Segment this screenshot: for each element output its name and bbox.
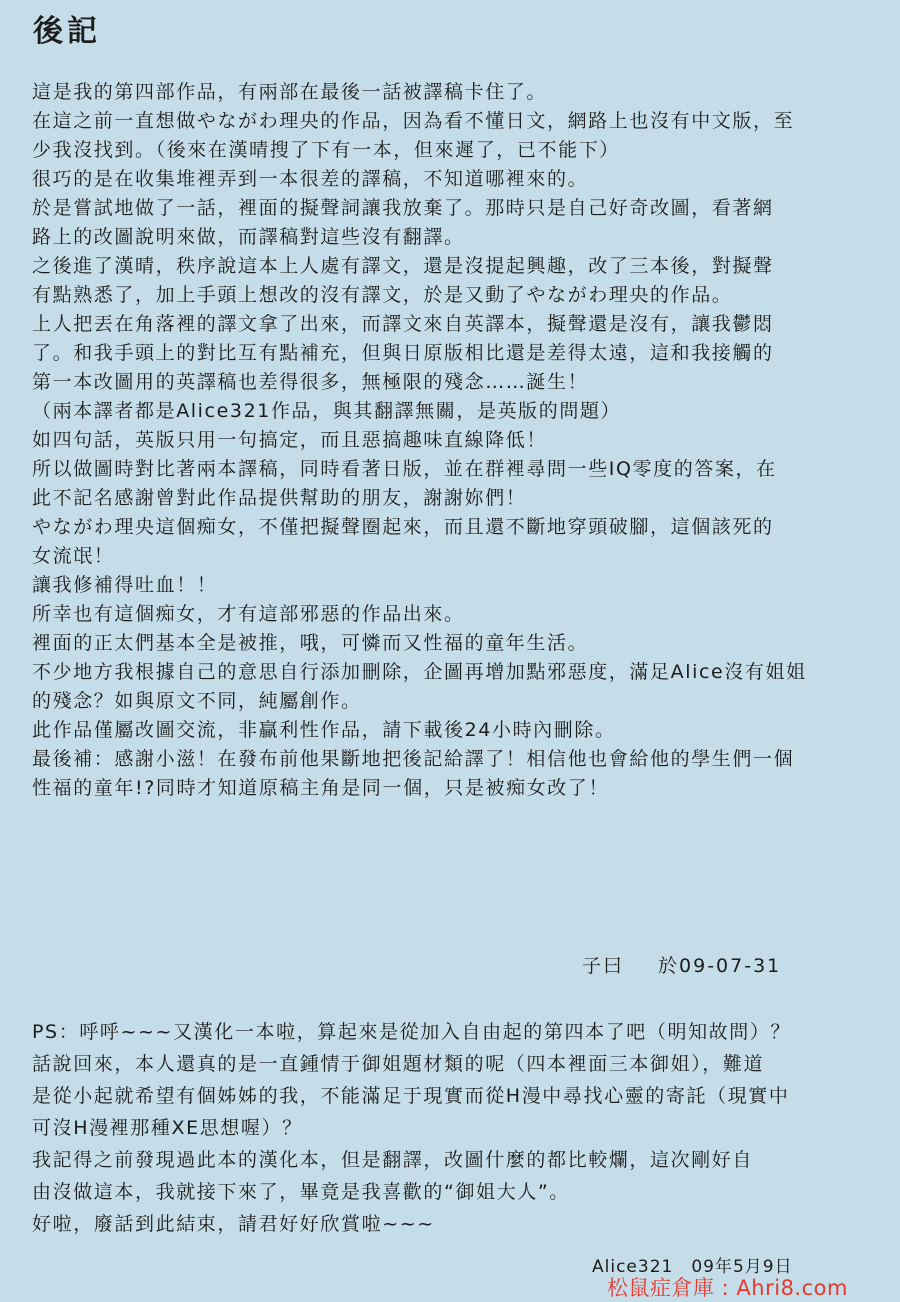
postscript-body — [32, 1016, 892, 1240]
text-line: 少我沒找到。（後來在漢晴搜了下有一本，但來遲了，已不能下） — [32, 139, 620, 161]
text-line: 好啦，廢話到此結束，請君好好欣賞啦~~~ — [32, 1213, 435, 1235]
text-line: 話說回來，本人還真的是一直鍾情于御姐題材類的呢（四本裡面三本御姐），難道 — [32, 1053, 765, 1075]
text-line: 於是嘗試地做了一話，裡面的擬聲詞讓我放棄了。那時只是自己好奇改圖，看著網 — [32, 197, 774, 219]
text-line: 女流氓！ — [32, 545, 115, 567]
text-line: 可沒H漫裡那種XE思想喔）？ — [32, 1117, 303, 1139]
text-line: 所幸也有這個痴女，才有這部邪惡的作品出來。 — [32, 603, 465, 625]
signature-author: 子曰 — [582, 955, 625, 977]
text-line: 是從小起就希望有個姊姊的我，不能滿足于現實而從H漫中尋找心靈的寄託（現實中 — [32, 1085, 790, 1107]
text-line: 我記得之前發現過此本的漢化本，但是翻譯，改圖什麼的都比較爛，這次剛好自 — [32, 1149, 754, 1171]
text-line: 此不記名感謝曾對此作品提供幫助的朋友，謝謝妳們！ — [32, 487, 527, 509]
text-line: 有點熟悉了，加上手頭上想改的沒有譯文，於是又動了やながわ理央的作品。 — [32, 284, 733, 306]
signature — [582, 951, 781, 978]
text-line: 第一本改圖用的英譯稿也差得很多，無極限的殘念……誕生！ — [32, 371, 589, 393]
text-line: （兩本譯者都是Alice321作品，與其翻譯無關，是英版的問題） — [32, 400, 622, 422]
text-line: 所以做圖時對比著兩本譯稿，同時看著日版，並在群裡尋問一些IQ零度的答案，在 — [32, 458, 777, 480]
text-line: 的殘念？如與原文不同，純屬創作。 — [32, 690, 362, 712]
text-line: 裡面的正太們基本全是被推，哦，可憐而又性福的童年生活。 — [32, 632, 589, 654]
text-line: 在這之前一直想做やながわ理央的作品，因為看不懂日文，網路上也沒有中文版，至 — [32, 110, 795, 132]
text-line: PS：呼呼~~~又漢化一本啦，算起來是從加入自由起的第四本了吧（明知故問）？ — [32, 1021, 792, 1043]
text-line: 這是我的第四部作品，有兩部在最後一話被譯稿卡住了。 — [32, 81, 548, 103]
text-line: 很巧的是在收集堆裡弄到一本很差的譯稿，不知道哪裡來的。 — [32, 168, 589, 190]
text-line: 讓我修補得吐血！！ — [32, 574, 218, 596]
text-line: 了。和我手頭上的對比互有點補充，但與日原版相比還是差得太遠，這和我接觸的 — [32, 342, 774, 364]
text-line: 最後補：感謝小滋！在發布前他果斷地把後記給譯了！相信他也會給他的學生們一個 — [32, 748, 795, 770]
text-line: 路上的改圖說明來做，而譯稿對這些沒有翻譯。 — [32, 226, 465, 248]
postscript-author: Alice321 — [592, 1257, 674, 1277]
page-title: 後記 — [33, 14, 101, 49]
text-line: 上人把丟在角落裡的譯文拿了出來，而譯文來自英譯本，擬聲還是沒有，讓我鬱悶 — [32, 313, 774, 335]
text-line: 不少地方我根據自己的意思自行添加刪除，企圖再增加點邪惡度，滿足Alice沒有姐姐 — [32, 661, 807, 683]
text-line: 之後進了漢晴，秩序說這本上人處有譯文，還是沒提起興趣，改了三本後，對擬聲 — [32, 255, 774, 277]
afterword-body — [32, 78, 892, 803]
text-line: 由沒做這本，我就接下來了，畢竟是我喜歡的“御姐大人”。 — [32, 1181, 570, 1203]
signature-date: 於09-07-31 — [658, 955, 782, 977]
text-line: 如四句話，英版只用一句搞定，而且惡搞趣味直線降低！ — [32, 429, 548, 451]
text-line: 性福的童年!?同時才知道原稿主角是同一個，只是被痴女改了！ — [32, 777, 610, 799]
watermark-text: 松鼠症倉庫 : Ahri8.com — [607, 1276, 848, 1300]
text-line: やながわ理央這個痴女，不僅把擬聲圈起來，而且還不斷地穿頭破腳，這個該死的 — [32, 516, 774, 538]
postscript-date: 09年5月9日 — [691, 1257, 793, 1277]
text-line: 此作品僅屬改圖交流，非贏利性作品，請下載後24小時內刪除。 — [32, 719, 616, 741]
